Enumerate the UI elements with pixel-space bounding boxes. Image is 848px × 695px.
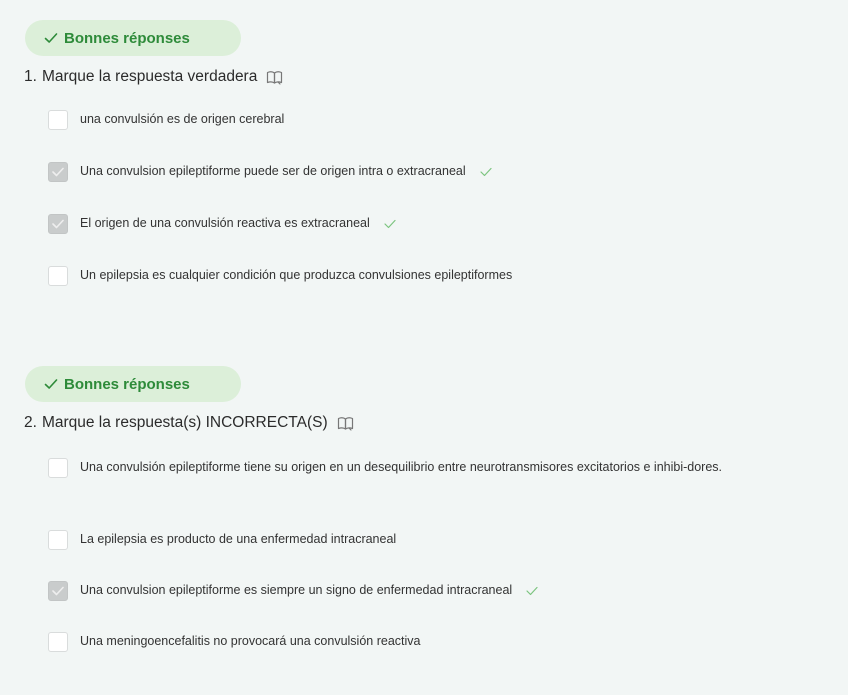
check-icon [526,586,538,596]
checkmark-icon [52,586,64,596]
book-icon[interactable] [337,416,354,431]
answer-option[interactable] [48,264,808,287]
answer-option[interactable] [48,212,808,235]
answer-checkbox[interactable] [48,110,68,130]
answer-checkbox[interactable] [48,581,68,601]
question-text: Marque la respuesta verdadera [41,68,258,85]
question-number: 2. [24,414,37,431]
answer-label: una convulsión es de origen cerebral [80,112,285,126]
checkmark-icon [52,167,64,177]
answer-option[interactable] [48,160,808,183]
checkmark-icon [52,219,64,229]
answer-label: Una convulsión epileptiforme tiene su origen en un desequilibrio entre neurotransmisores excitatorios e inhibi-dores. [80,460,723,474]
answer-checkbox[interactable] [48,458,68,478]
answer-checkbox[interactable] [48,530,68,550]
question-text: Marque la respuesta(s) INCORRECTA(S) [41,414,328,431]
check-icon [384,219,396,229]
question-number: 1. [24,68,37,85]
answer-label: Una meningoencefalitis no provocará una convulsión reactiva [80,634,421,648]
question-title [24,414,354,432]
answer-label: El origen de una convulsión reactiva es extracraneal [80,216,370,230]
answer-label: Una convulsion epileptiforme es siempre un signo de enfermedad intracraneal [80,583,513,597]
answer-label: Una convulsion epileptiforme puede ser de origen intra o extracraneal [80,164,466,178]
book-icon[interactable] [266,70,283,85]
answer-checkbox[interactable] [48,266,68,286]
question-title [24,68,283,86]
answer-label: Un epilepsia es cualquier condición que produzca convulsiones epileptiformes [80,268,513,282]
answer-checkbox[interactable] [48,162,68,182]
check-icon [44,377,58,391]
result-label: Bonnes réponses [64,375,190,393]
answer-option[interactable] [48,108,808,131]
answer-option[interactable] [48,579,808,602]
answer-option[interactable] [48,456,808,479]
answer-option[interactable] [48,528,808,551]
answer-checkbox[interactable] [48,632,68,652]
result-badge [25,366,241,402]
answer-label: La epilepsia es producto de una enfermedad intracraneal [80,532,397,546]
answer-checkbox[interactable] [48,214,68,234]
answer-option[interactable] [48,630,808,653]
check-icon [480,167,492,177]
check-icon [44,31,58,45]
result-badge [25,20,241,56]
result-label: Bonnes réponses [64,29,190,47]
